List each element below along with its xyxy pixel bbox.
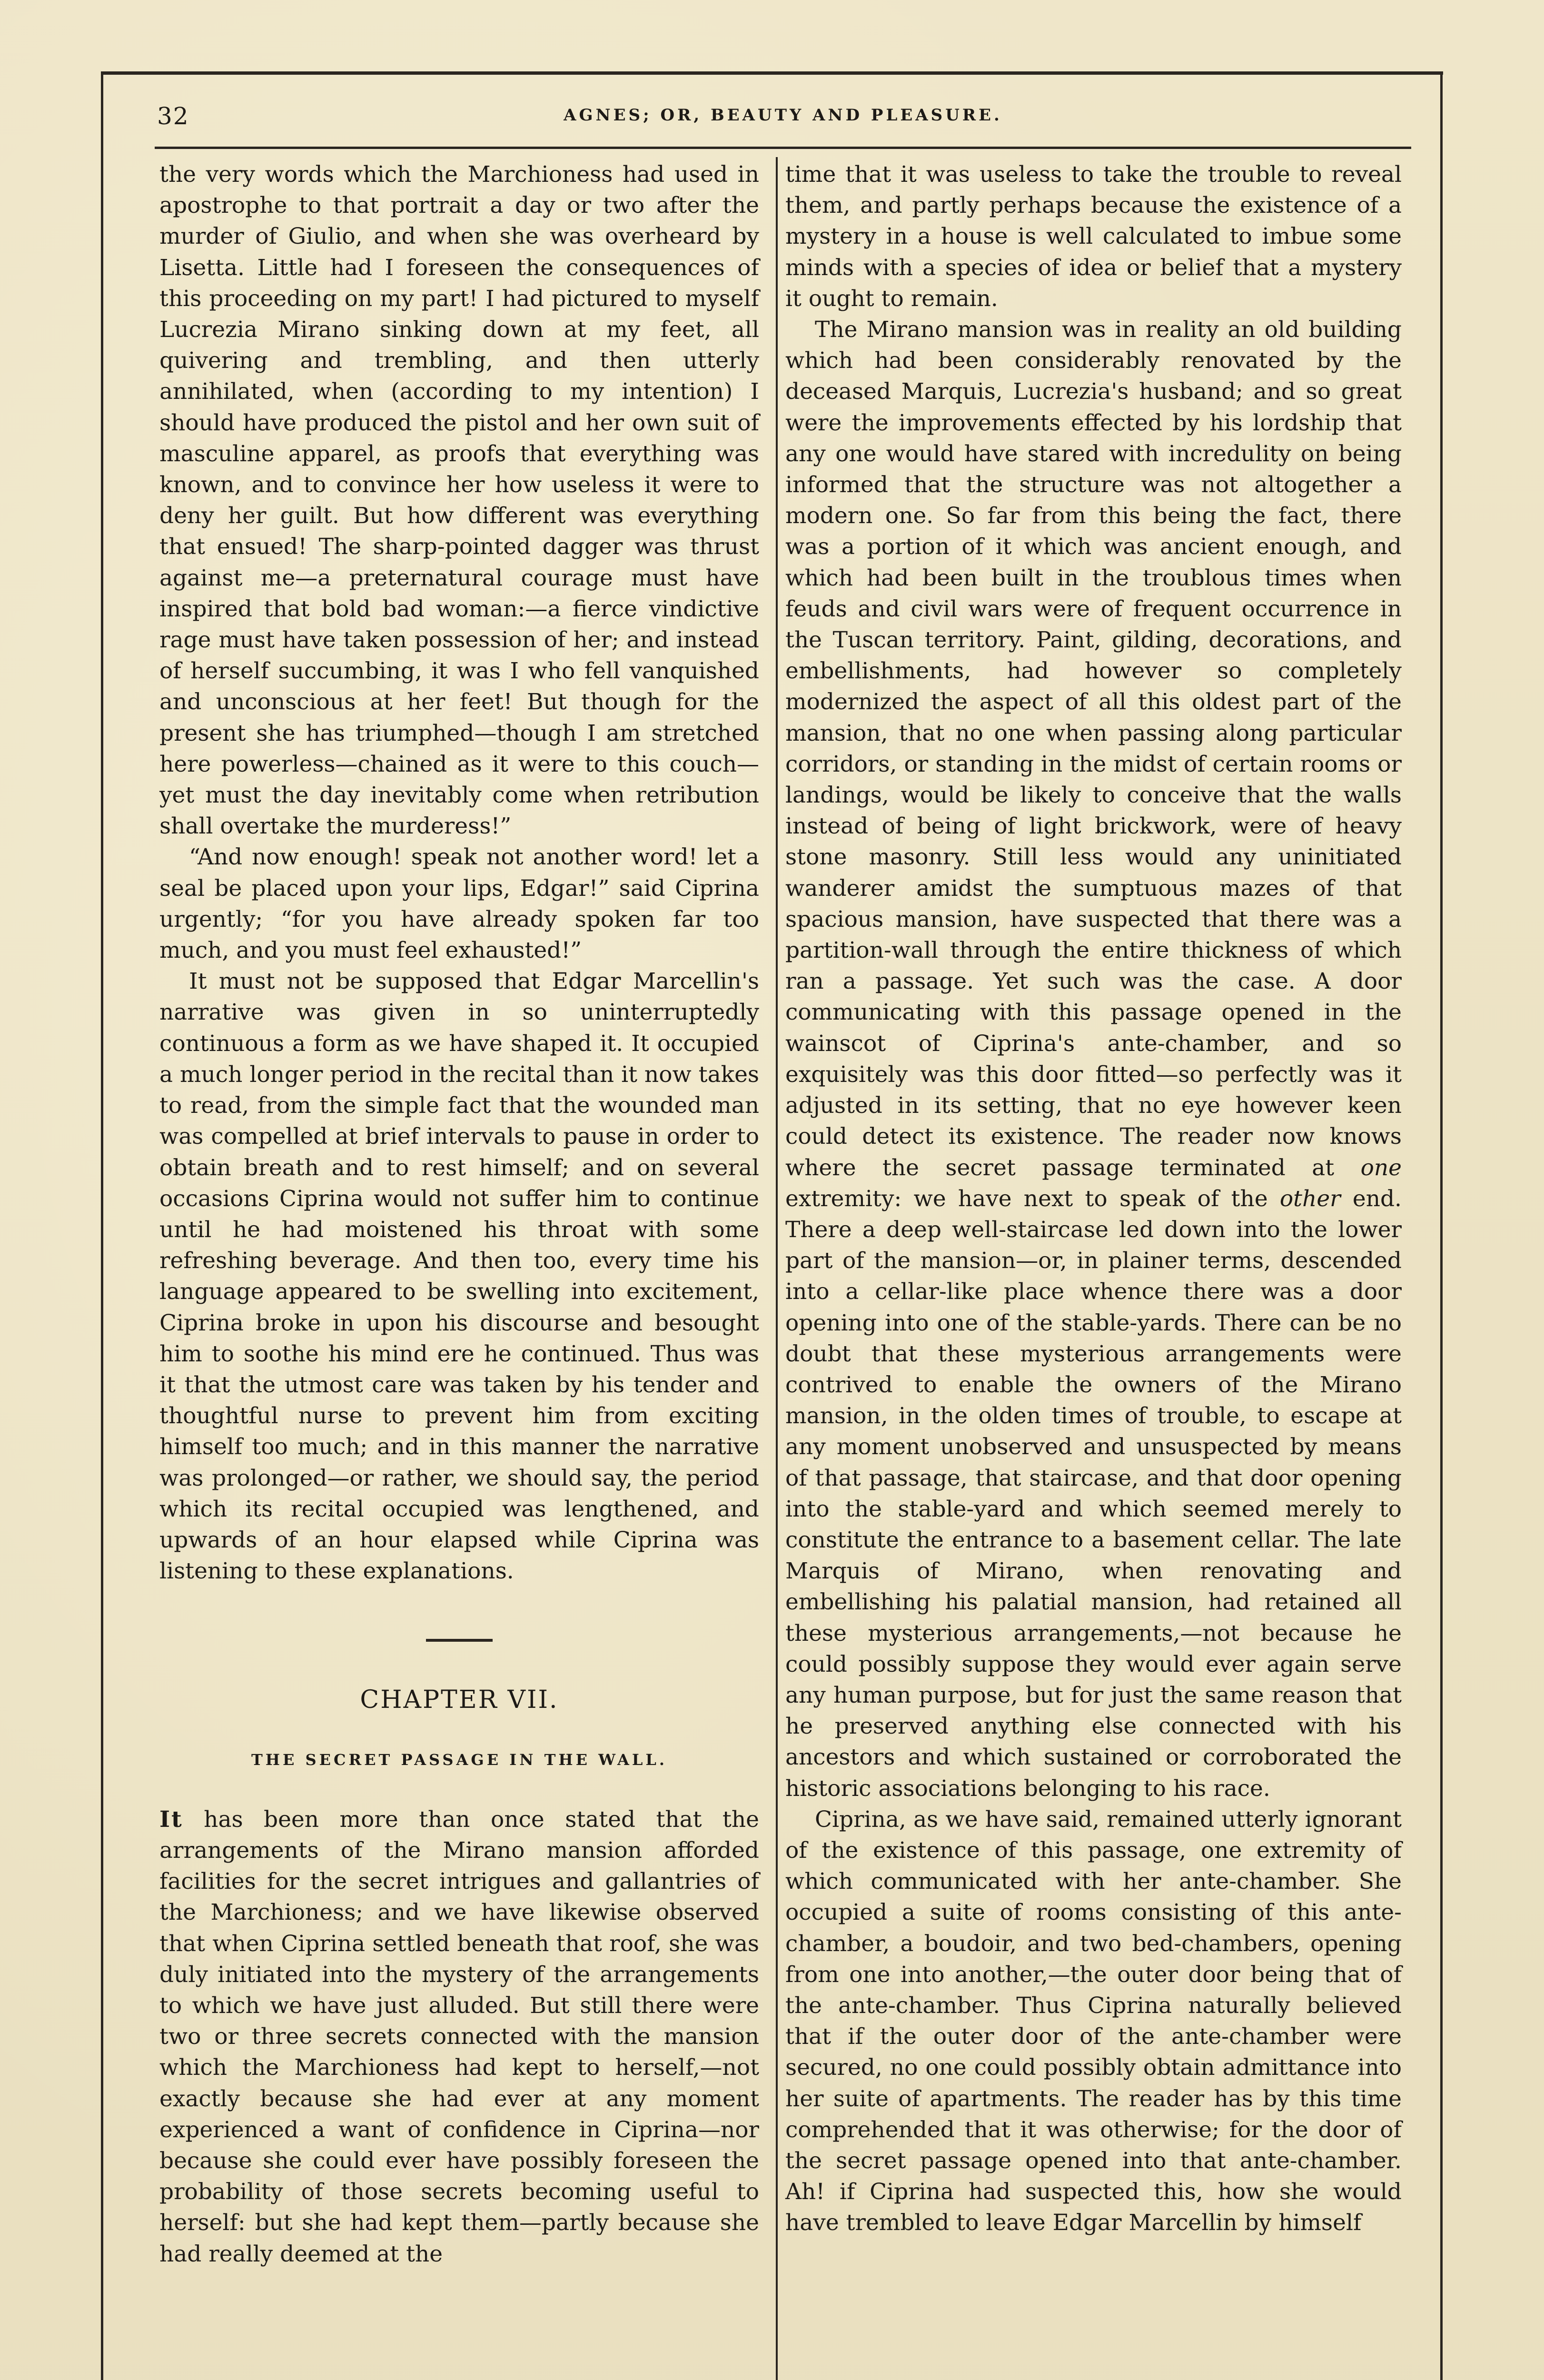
running-title: AGNES; OR, BEAUTY AND PLEASURE. [564, 106, 1002, 125]
frame-top-rule [101, 71, 1443, 75]
paragraph: Ciprina, as we have said, remained utterly ignorant of the existence of this passage, one extremity of which communicated with her ante-chamber. She occupied a suite of rooms consisting of this ante-chamber, a boudoir, and two bed-chambers, opening from one into another,—the outer door being that of the ante-chamber. Thus Ciprina naturally believed that if the outer door of the ante-chamber were secured, no one could possibly obtain admittance into her suite of apartments. The reader has by this time comprehended that it was otherwise; for the door of the secret passage opened into that ante-chamber. Ah! if Ciprina had suspected this, how she would have trembled to leave Edgar Marcellin by himself [785, 1806, 1402, 2236]
left-column [159, 159, 759, 2270]
page-number: 32 [157, 102, 189, 130]
paragraph-text: extremity: we have next to speak of the [785, 1185, 1280, 1212]
paragraph [159, 1804, 759, 2270]
paragraph-text: The Mirano mansion was in reality an old building which had been considerably renovated by the deceased Marquis, Lucrezia's husband; and so great were the improvements effected by his lordship that any one would have stared with incredulity on being informed that the structure was not altogether a modern one. So far from this being the fact, there was a portion of it which was ancient enough, and which had been built in the troublous times when feuds and civil wars were of frequent occurrence in the Tuscan territory. Paint, gilding, decorations, and embellishments, had however so completely modernized the aspect of all this oldest part of the mansion, that no one when passing along particular corridors, or standing in the midst of certain rooms or landings, would be likely to conceive that the walls instead of being of light brickwork, were of heavy stone masonry. Still less would any uninitiated wanderer amidst the sumptuous mazes of that spacious mansion, have suspected that there was a partition-wall through the entire thickness of which ran a passage. Yet such was the case. A door communicating with this passage opened in the wainscot of Ciprina's ante-chamber, and so exquisitely was this door fitted—so perfectly was it adjusted in its setting, that no eye however keen could detect its existence. The reader now knows where the secret passage terminated at [785, 317, 1402, 1181]
paragraph: the very words which the Marchioness had used in apostrophe to that portrait a day or two after the murder of Giulio, and when she was overheard by Lisetta. Little had I foreseen the consequences of this proceeding on my part! I had pictured to myself Lucrezia Mirano sinking down at my feet, all quivering and trembling, and then utterly annihilated, when (according to my intention) I should have produced the pistol and her own suit of masculine apparel, as proofs that everything was known, and to convince her how useless it were to deny her guilt. But how different was everything that ensued! The sharp-pointed dagger was thrust against me—a preternatural courage must have inspired that bold bad woman:—a fierce vindictive rage must have taken possession of her; and instead of herself succumbing, it was I who fell vanquished and unconscious at her feet! But though for the present she has triumphed—though I am stretched here powerless—chained as it were to this couch—yet must the day inevitably come when retribution shall overtake the murderess!” [159, 161, 759, 840]
chapter-title: CHAPTER VII. [360, 1686, 559, 1715]
column-rule [776, 157, 778, 2380]
chapter-subtitle: THE SECRET PASSAGE IN THE WALL. [251, 1750, 668, 1769]
section-divider [426, 1639, 493, 1642]
paragraph [785, 314, 1402, 1804]
paragraph-text: has been more than once stated that the arrangements of the Mirano mansion afforded facilities for the secret intrigues and gallantries of the Marchioness; and we have likewise observed that when Ciprina settled beneath that roof, she was duly initiated into the mystery of the arrangements to which we have just alluded. But still there were two or three secrets connected with the mansion which the Marchioness had kept to herself,—not exactly because she had ever at any moment experienced a want of confidence in Ciprina—nor because she could ever have possibly foreseen the probability of those secrets becoming useful to herself: but she had kept them—partly because she had really deemed at the [159, 1806, 759, 2267]
header-rule [155, 147, 1411, 149]
paragraph-text: end. There a deep well-staircase led down into the lower part of the mansion—or, in plainer terms, descended into a cellar-like place whence there was a door opening into one of the stable-yards. There can be no doubt that these mysterious arrangements were contrived to enable the owners of the Mirano mansion, in the olden times of trouble, to escape at any moment unobserved and unsuspected by means of that passage, that staircase, and that door opening into the stable-yard and which seemed merely to constitute the entrance to a basement cellar. The late Marquis of Mirano, when renovating and embellishing his palatial mansion, had retained all these mysterious arrangements,—not because he could possibly suppose they would ever again serve any human purpose, but for just the same reason that he preserved anything else connected with his ancestors and which sustained or corroborated the historic associations belonging to his race. [785, 1185, 1402, 1802]
emphasis-text: one [1360, 1154, 1402, 1181]
lead-word: It [159, 1806, 183, 1833]
paragraph: It must not be supposed that Edgar Marcellin's narrative was given in so uninterruptedly continuous a form as we have shaped it. It occupied a much longer period in the recital than it now takes to read, from the simple fact that the wounded man was compelled at brief intervals to pause in order to obtain breath and to rest himself; and on several occasions Ciprina would not suffer him to continue until he had moistened his throat with some refreshing beverage. And then too, every time his language appeared to be swelling into excitement, Ciprina broke in upon his discourse and besought him to soothe his mind ere he continued. Thus was it that the utmost care was taken by his tender and thoughtful nurse to prevent him from exciting himself too much; and in this manner the narrative was prolonged—or rather, we should say, the period which its recital occupied was lengthened, and upwards of an hour elapsed while Ciprina was listening to these explanations. [159, 968, 759, 1585]
frame-right-rule [1440, 71, 1443, 2380]
emphasis-text: other [1279, 1185, 1341, 1212]
frame-left-rule [101, 71, 103, 2380]
right-column [785, 159, 1402, 2239]
paragraph: time that it was useless to take the trouble to reveal them, and partly perhaps because the existence of a mystery in a house is well calculated to imbue some minds with a species of idea or belief that a mystery it ought to remain. [785, 161, 1402, 312]
paragraph: “And now enough! speak not another word! let a seal be placed upon your lips, Edgar!” said Ciprina urgently; “for you have already spoken far too much, and you must feel exhausted!” [159, 844, 759, 964]
